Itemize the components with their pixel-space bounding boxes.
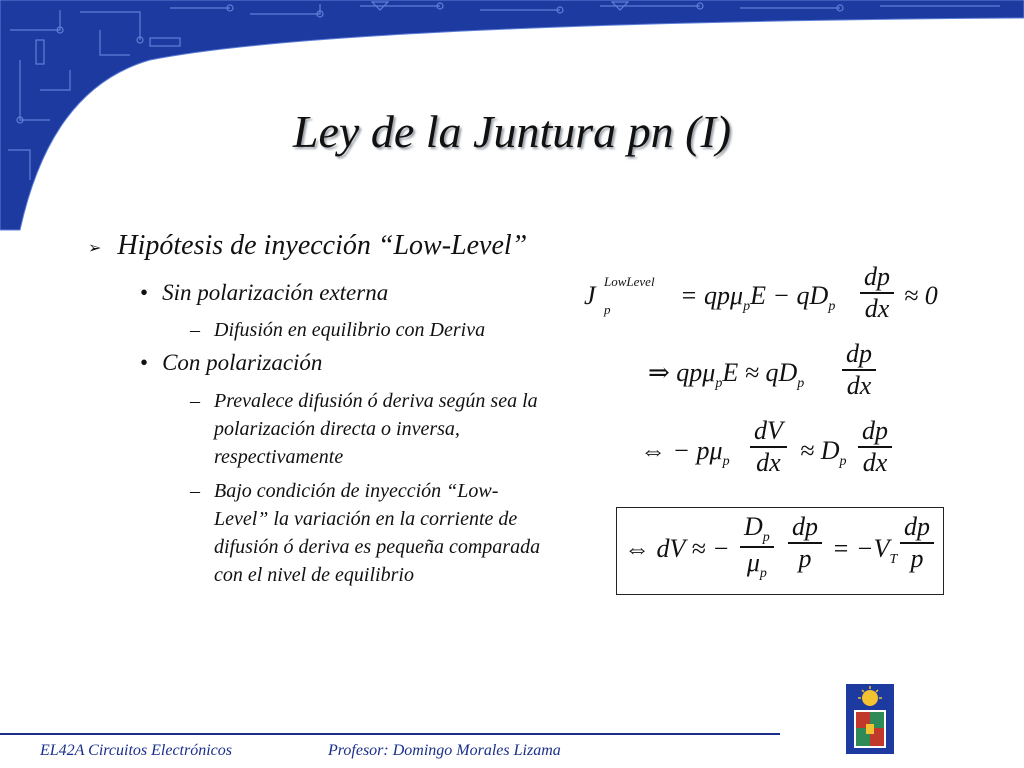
eq2-fraction: $\frac{dp}{dx}$ — [842, 339, 876, 401]
main-bullet — [88, 230, 527, 262]
eq3-middle: ≈ $D_p$ — [800, 436, 847, 469]
sub-item: – Difusión en equilibrio con Deriva — [190, 316, 550, 344]
bullet-dot-icon: • — [140, 280, 149, 305]
footer-course: EL42A Circuitos Electrónicos — [40, 742, 232, 759]
bullet-dot-icon: • — [140, 350, 149, 375]
eq3-fraction-2: $\frac{dp}{dx}$ — [858, 416, 892, 478]
eq3-lead: ⇔ − $p\mu_p$ — [640, 436, 730, 469]
sub-item: – Prevalece difusión ó deriva según sea la polarización directa o inversa, respectivamente — [190, 387, 550, 471]
eq1-lhs-superscript: LowLevel — [604, 274, 655, 289]
eq1-middle: = $qp\mu_pE - qD_p$ — [680, 281, 836, 314]
eq1-lhs-subscript: p — [604, 302, 611, 317]
section-text: Con polarización — [162, 350, 323, 375]
eq1-fraction: $\frac{dp}{dx}$ — [860, 262, 894, 324]
eq4-lead: ⇔ dV ≈ − — [624, 534, 730, 563]
section-bullet — [140, 350, 322, 376]
footer-professor: Profesor: Domingo Morales Lizama — [328, 742, 561, 759]
university-crest-icon — [846, 684, 894, 754]
eq1-rhs: ≈ 0 — [904, 281, 938, 310]
section-text: Sin polarización externa — [162, 280, 389, 305]
university-logo — [846, 684, 894, 754]
eq4-fraction-1: $\frac{D_p}{\mu_p}$ — [740, 512, 774, 582]
eq4-fraction-3: $\frac{dp}{p}$ — [900, 512, 934, 574]
eq2-lead: ⇒ $qp\mu_pE \approx qD_p$ — [648, 358, 805, 391]
main-bullet-text: Hipótesis de inyección “Low-Level” — [117, 230, 528, 261]
eq4-fraction-2: $\frac{dp}{p}$ — [788, 512, 822, 574]
eq4-middle: = $-V_T$ — [832, 534, 898, 567]
chevron-right-icon: ➢ — [88, 240, 102, 257]
sub-item-text: Difusión en equilibrio con Deriva — [214, 319, 486, 341]
eq3-fraction-1: $\frac{dV}{dx}$ — [750, 416, 787, 478]
sub-item-text: Bajo condición de inyección “Low-Level” la variación en la corriente de difusión ó deriva es pequeña comparada con el nivel de equilibrio — [214, 480, 541, 586]
sub-item: – Bajo condición de inyección “Low-Level” la variación en la corriente de difusión ó deriva es pequeña comparada con el nivel de equilibrio — [190, 477, 550, 589]
section-bullet — [140, 280, 388, 306]
eq1-lhs: J — [584, 281, 596, 310]
sub-item-text: Prevalece difusión ó deriva según sea la polarización directa o inversa, respectivamente — [214, 390, 538, 468]
slide-title: Ley de la Juntura pn (I) — [292, 106, 732, 157]
footer-divider — [0, 733, 780, 735]
